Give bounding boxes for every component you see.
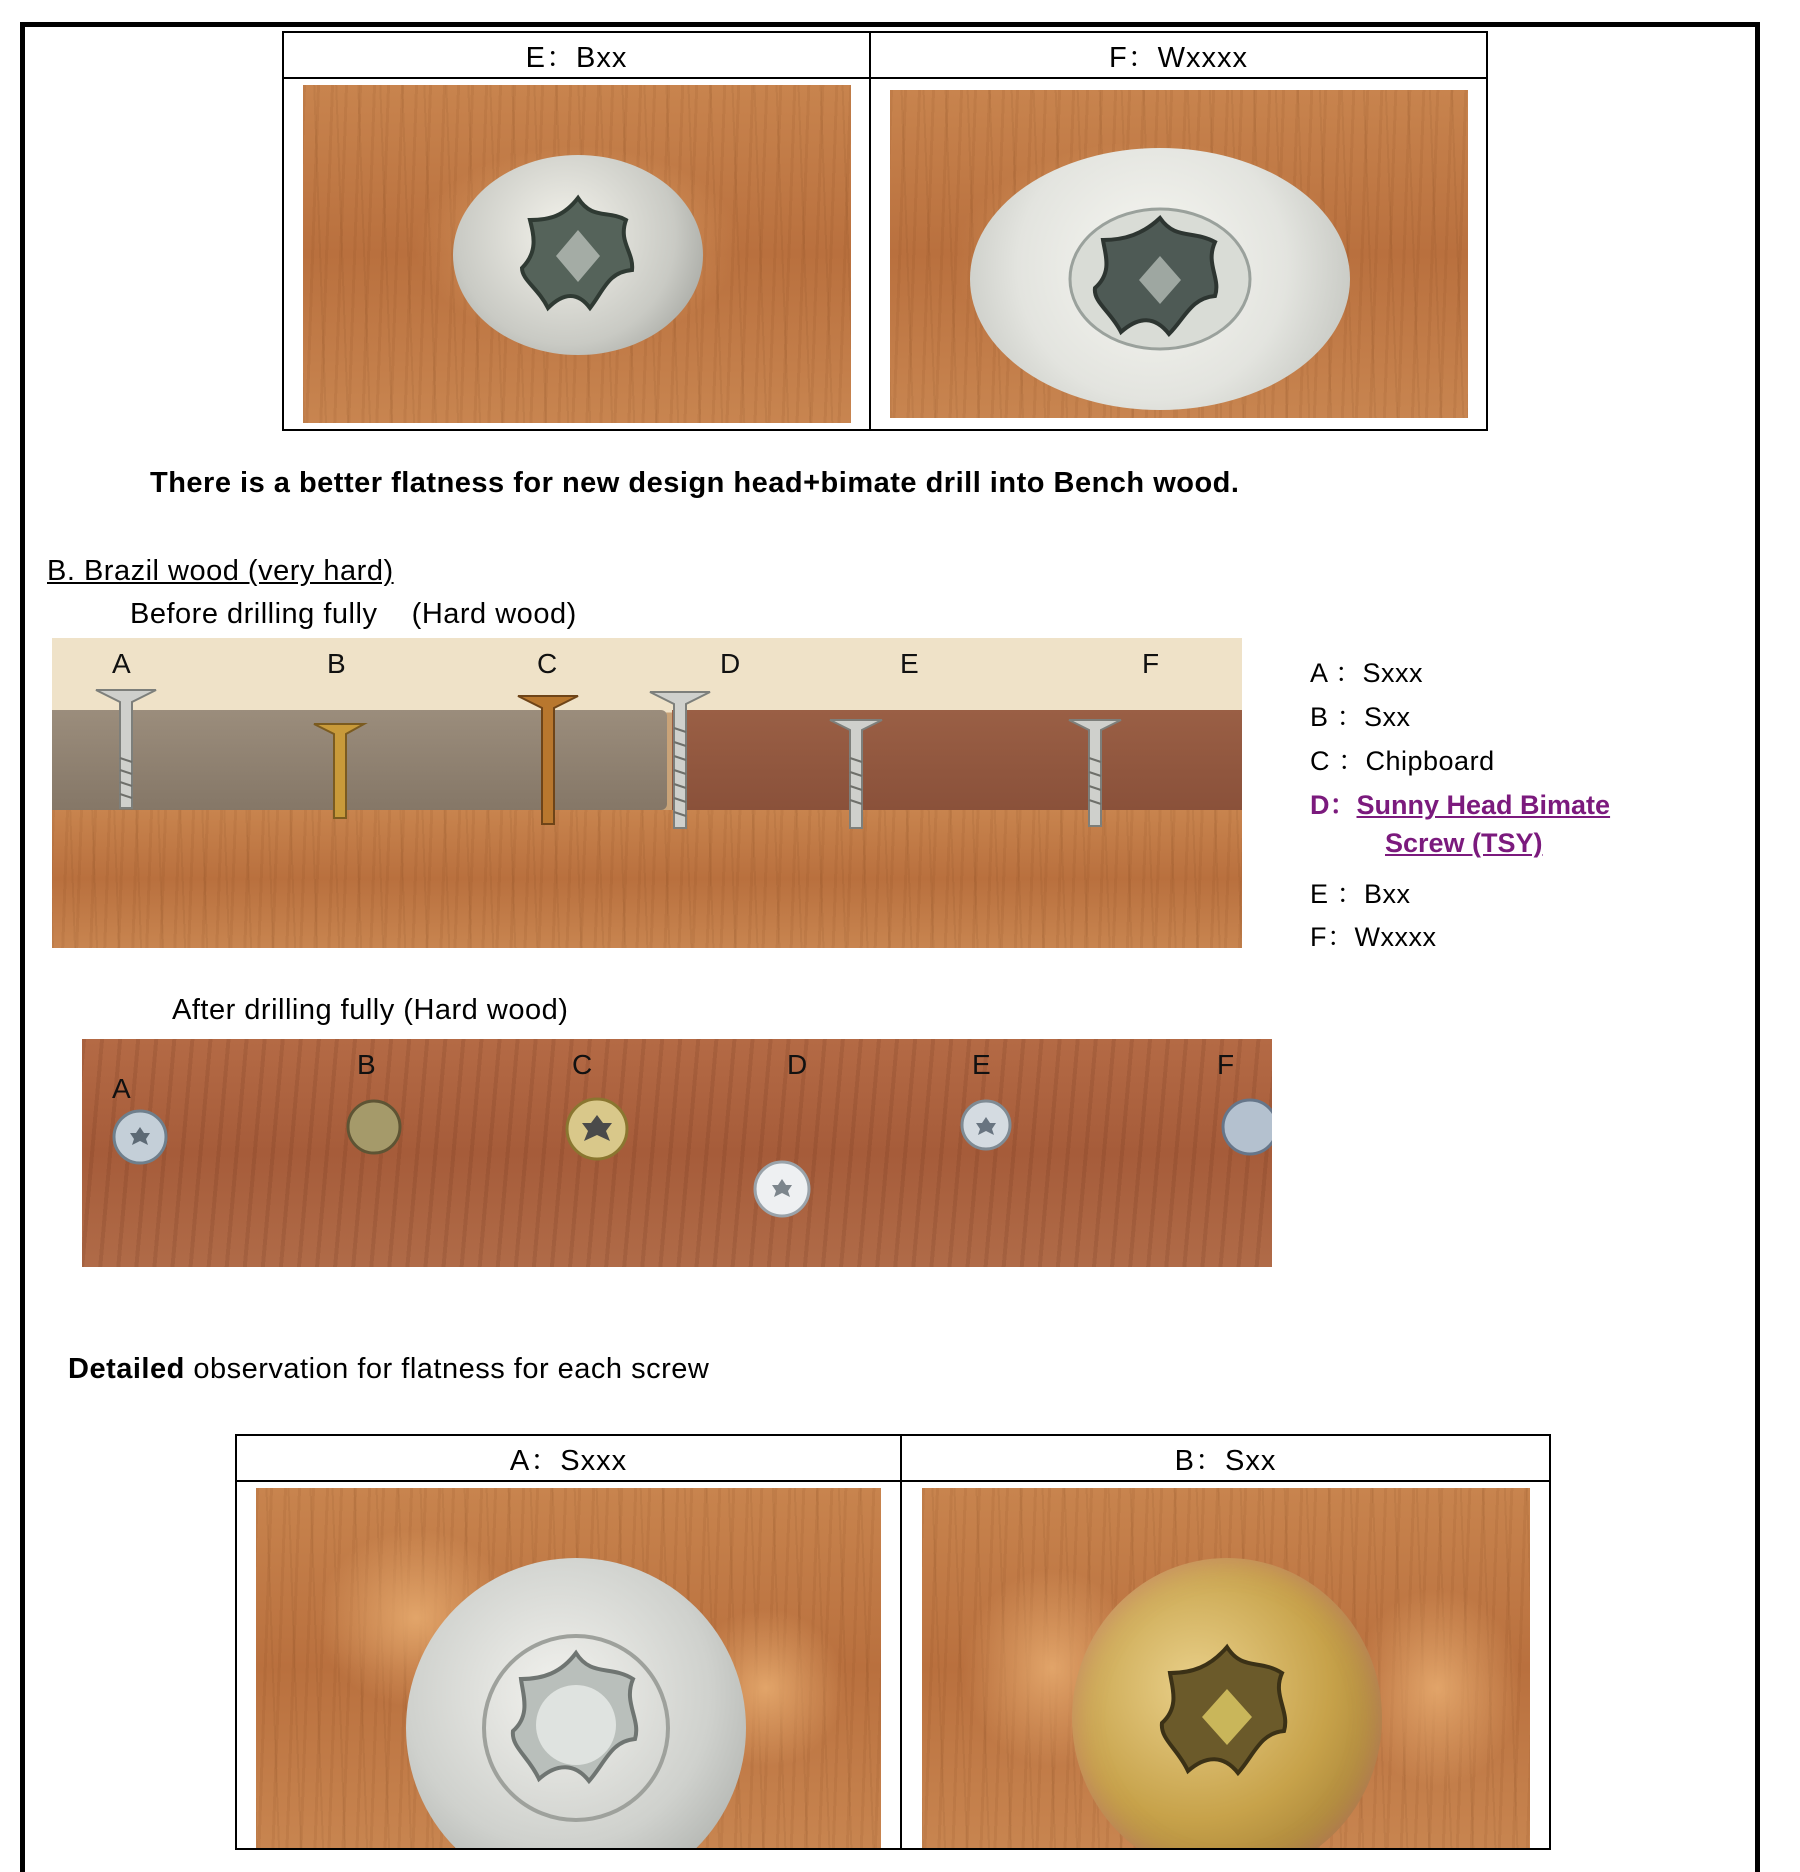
bottom-photo-table [235, 1434, 1551, 1850]
torx-recess-icon [481, 1633, 671, 1823]
after-label-f: F [1217, 1049, 1235, 1080]
screw-photo-f [890, 90, 1468, 418]
legend-item-d-prefix: D： [1310, 790, 1357, 820]
torx-recess-icon [508, 190, 648, 320]
flatness-caption: There is a better flatness for new design head+bimate drill into Bench wood. [150, 467, 1240, 499]
before-drilling-caption: Before drilling fully (Hard wood) [130, 598, 577, 630]
photo-cell-f [870, 78, 1487, 430]
after-drilling-caption: After drilling fully (Hard wood) [172, 994, 569, 1026]
table-header-f: F：Wxxxx [870, 32, 1487, 78]
detailed-bold: Detailed [68, 1353, 185, 1385]
before-label-d: D [720, 648, 741, 679]
legend-item-d [1310, 783, 1610, 822]
section-heading-brazil-wood: B. Brazil wood (very hard) [47, 555, 394, 587]
screw-heads-after-icon [82, 1039, 1272, 1267]
after-label-b: B [357, 1049, 376, 1080]
after-label-c: C [572, 1049, 593, 1080]
screw-head [453, 155, 703, 355]
torx-recess-icon [1065, 204, 1255, 354]
after-label-e: E [972, 1049, 991, 1080]
photo-cell-b [901, 1481, 1550, 1849]
before-drilling-photo [52, 638, 1242, 948]
top-photo-table [282, 31, 1488, 431]
before-label-e: E [900, 648, 919, 679]
detailed-rest: observation for flatness for each screw [184, 1353, 710, 1385]
legend-item-b: B ：Sxx [1310, 702, 1411, 732]
legend-item-d-second-line [1385, 828, 1543, 859]
before-label-c: C [537, 648, 558, 679]
table-header-e: E：Bxx [283, 32, 870, 78]
torx-recess-icon [1142, 1633, 1312, 1803]
after-label-a: A [112, 1073, 131, 1104]
legend-item-a: A ：Sxxx [1310, 658, 1424, 688]
legend-item-f: F：Wxxxx [1310, 922, 1437, 952]
screws-before-icon [52, 638, 1242, 948]
before-label-f: F [1142, 648, 1160, 679]
legend-item-c: C ：Chipboard [1310, 746, 1495, 776]
legend-item-e: E ：Bxx [1310, 879, 1411, 909]
table-header-a: A：Sxxx [236, 1435, 901, 1481]
before-label-b: B [327, 648, 346, 679]
after-label-d: D [787, 1049, 808, 1080]
photo-cell-e [283, 78, 870, 430]
photo-cell-a [236, 1481, 901, 1849]
screw-photo-b [922, 1488, 1530, 1848]
detailed-observation-caption [68, 1353, 709, 1386]
legend-item-d-line2: Screw (TSY) [1385, 828, 1543, 858]
after-drilling-photo [82, 1039, 1272, 1267]
screw-photo-a [256, 1488, 881, 1848]
table-header-b: B：Sxx [901, 1435, 1550, 1481]
legend-item-d-line1: Sunny Head Bimate [1356, 790, 1611, 820]
screw-head [970, 148, 1350, 410]
before-label-a: A [112, 648, 131, 679]
screw-photo-e [303, 85, 851, 423]
